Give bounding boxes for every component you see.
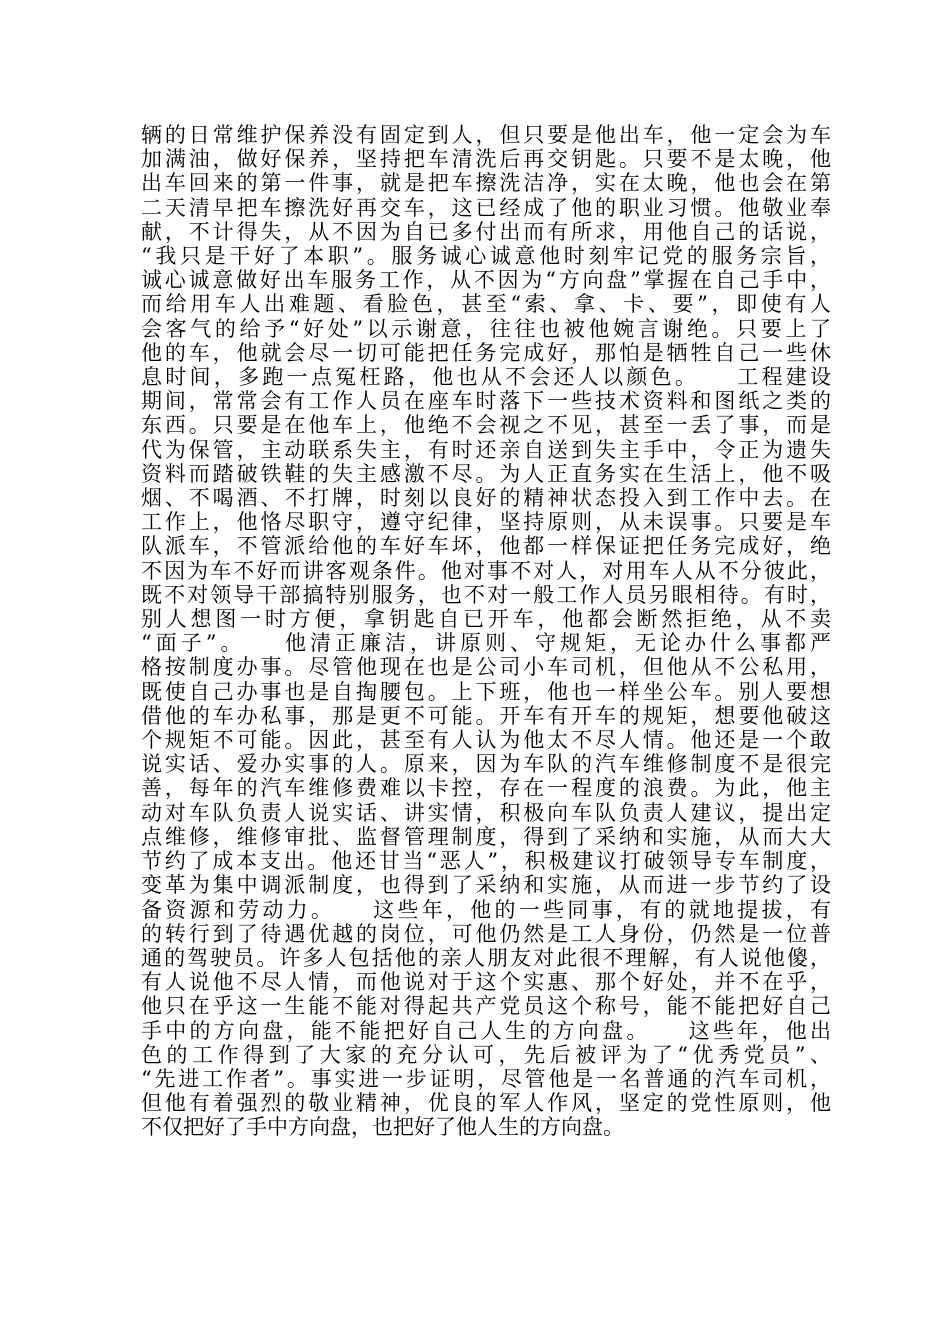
text-line: 善，每年的汽车维修费难以卡控，存在一程度的浪费。为此，他主 (141, 776, 831, 801)
text-line: 既不对领导干部搞特别服务，也不对一般工作人员另眼相待。有时， (141, 582, 831, 607)
body-text (141, 123, 831, 1140)
text-line: 但他有着强烈的敬业精神，优良的军人作风，坚定的党性原则，他 (141, 1091, 831, 1116)
text-line: 既使自己办事也是自掏腰包。上下班，他也一样坐公车。别人要想 (141, 679, 831, 704)
text-line: 期间，常常会有工作人员在座车时落下一些技术资料和图纸之类的 (141, 389, 831, 414)
text-line: 有人说他不尽人情，而他说对于这个实惠、那个好处，并不在乎， (141, 970, 831, 995)
text-line: 诚心诚意做好出车服务工作，从不因为“方向盘”掌握在自己手中， (141, 268, 831, 293)
text-line: 别人想图一时方便，拿钥匙自已开车，他都会断然拒绝，从不卖 (141, 607, 831, 632)
text-line: 他只在乎这一生能不能对得起共产党员这个称号，能不能把好自己 (141, 994, 831, 1019)
text-line: 而给用车人出难题、看脸色，甚至“索、拿、卡、要”，即使有人 (141, 292, 831, 317)
text-line: “我只是干好了本职”。服务诚心诚意他时刻牢记党的服务宗旨， (141, 244, 831, 269)
text-line: 加满油，做好保养，坚持把车清洗后再交钥匙。只要不是太晚，他 (141, 147, 831, 172)
text-line: 动对车队负责人说实话、讲实情，积极向车队负责人建议，提出定 (141, 800, 831, 825)
text-line: 通的驾驶员。许多人包括他的亲人朋友对此很不理解，有人说他傻， (141, 945, 831, 970)
text-line: 不仅把好了手中方向盘，也把好了他人生的方向盘。 (141, 1115, 624, 1140)
text-line: “面子”。 他清正廉洁，讲原则、守规矩，无论办什么事都严 (141, 631, 831, 656)
text-line: 变革为集中调派制度，也得到了采纳和实施，从而进一步节约了设 (141, 873, 831, 898)
text-line: 手中的方向盘，能不能把好自己人生的方向盘。 这些年，他出 (141, 1018, 831, 1043)
text-line: 资料而踏破铁鞋的失主感激不尽。为人正直务实在生活上，他不吸 (141, 461, 831, 486)
text-line: 不因为车不好而讲客观条件。他对事不对人，对用车人从不分彼此， (141, 558, 831, 583)
text-line: 他的车，他就会尽一切可能把任务完成好，那怕是牺牲自己一些休 (141, 340, 831, 365)
text-line: 烟、不喝酒、不打牌，时刻以良好的精神状态投入到工作中去。在 (141, 486, 831, 511)
text-line: 出车回来的第一件事，就是把车擦洗洁净，实在太晚，他也会在第 (141, 171, 831, 196)
text-line: 代为保管，主动联系失主，有时还亲自送到失主手中，令正为遗失 (141, 437, 831, 462)
text-line: 辆的日常维护保养没有固定到人，但只要是他出车，他一定会为车 (141, 123, 831, 147)
text-line: 工作上，他恪尽职守，遵守纪律，坚持原则，从未误事。只要是车 (141, 510, 831, 535)
text-line: 色的工作得到了大家的充分认可，先后被评为了“优秀党员”、 (141, 1042, 831, 1067)
text-line: 二天清早把车擦洗好再交车，这已经成了他的职业习惯。他敬业奉 (141, 195, 831, 220)
text-line: “先进工作者”。事实进一步证明，尽管他是一名普通的汽车司机， (141, 1066, 831, 1091)
text-line: 借他的车办私事，那是更不可能。开车有开车的规矩，想要他破这 (141, 703, 831, 728)
text-line: 格按制度办事。尽管他现在也是公司小车司机，但他从不公私用， (141, 655, 831, 680)
text-line: 说实话、爱办实事的人。原来，因为车队的汽车维修制度不是很完 (141, 752, 831, 777)
text-line: 点维修，维修审批、监督管理制度，得到了采纳和实施，从而大大 (141, 824, 831, 849)
text-line: 东西。只要是在他车上，他绝不会视之不见，甚至一丢了事，而是 (141, 413, 831, 438)
text-line: 的转行到了待遇优越的岗位，可他仍然是工人身份，仍然是一位普 (141, 921, 831, 946)
text-line: 会客气的给予“好处”以示谢意，往往也被他婉言谢绝。只要上了 (141, 316, 831, 341)
text-line: 节约了成本支出。他还甘当“恶人”，积极建议打破领导专车制度， (141, 849, 831, 874)
text-line: 个规矩不可能。因此，甚至有人认为他太不尽人情。他还是一个敢 (141, 728, 831, 753)
text-line: 备资源和劳动力。 这些年，他的一些同事，有的就地提拔，有 (141, 897, 831, 922)
text-line: 队派车，不管派给他的车好车坏，他都一样保证把任务完成好，绝 (141, 534, 831, 559)
text-line: 献，不计得失，从不因为自已多付出而有所求，用他自己的话说， (141, 219, 831, 244)
text-line: 息时间，多跑一点冤枉路，他也从不会还人以颜色。 工程建设 (141, 365, 831, 390)
